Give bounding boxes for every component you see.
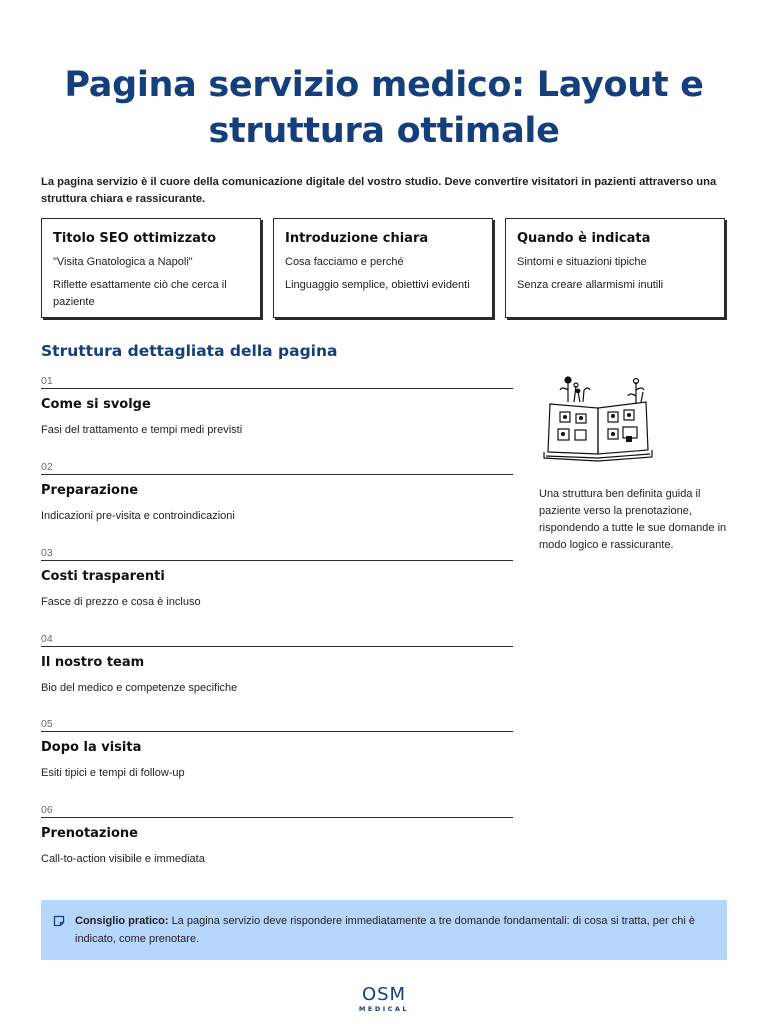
step-item bbox=[41, 632, 513, 694]
intro-text: La pagina servizio è il cuore della comunicazione digitale del vostro studio. Deve convertire visitatori in pazienti attraverso una struttura chiara e rassicurante. bbox=[41, 176, 717, 205]
step-description: Indicazioni pre-visita e controindicazioni bbox=[41, 510, 235, 522]
step-number: 01 bbox=[41, 375, 53, 387]
step-divider bbox=[41, 388, 513, 389]
card-title: Quando è indicata bbox=[517, 231, 651, 246]
step-number: 03 bbox=[41, 547, 53, 559]
step-number: 05 bbox=[41, 718, 53, 730]
card-line: Sintomi e situazioni tipiche bbox=[517, 256, 647, 268]
structure-heading: Struttura dettagliata della pagina bbox=[41, 342, 338, 360]
card-line: Riflette esattamente ciò che cerca il paziente bbox=[53, 279, 227, 308]
step-description: Call-to-action visibile e immediata bbox=[41, 853, 205, 865]
step-item bbox=[41, 374, 513, 436]
step-divider bbox=[41, 817, 513, 818]
step-divider bbox=[41, 474, 513, 475]
step-divider bbox=[41, 731, 513, 732]
card-title: Introduzione chiara bbox=[285, 231, 429, 246]
tip-label: Consiglio pratico: bbox=[75, 915, 169, 927]
step-title: Prenotazione bbox=[41, 826, 138, 841]
step-divider bbox=[41, 646, 513, 647]
page-title bbox=[40, 62, 728, 154]
practical-tip-box bbox=[41, 900, 727, 960]
step-description: Fasce di prezzo e cosa è incluso bbox=[41, 596, 201, 608]
step-description: Fasi del trattamento e tempi medi previsti bbox=[41, 424, 243, 436]
step-title: Il nostro team bbox=[41, 655, 145, 670]
step-number: 02 bbox=[41, 461, 53, 473]
step-item bbox=[41, 717, 513, 779]
osm-medical-logo bbox=[340, 985, 428, 1014]
logo-sub: MEDICAL bbox=[358, 1005, 410, 1013]
step-title: Costi trasparenti bbox=[41, 569, 165, 584]
card-when-indicated bbox=[505, 218, 725, 318]
step-title: Dopo la visita bbox=[41, 740, 142, 755]
card-title: Titolo SEO ottimizzato bbox=[53, 231, 217, 246]
open-book-illustration bbox=[538, 372, 658, 464]
logo-main: OSM bbox=[361, 984, 407, 1005]
step-item bbox=[41, 803, 513, 865]
step-title: Come si svolge bbox=[41, 397, 151, 412]
step-description: Bio del medico e competenze specifiche bbox=[41, 682, 238, 694]
step-title: Preparazione bbox=[41, 483, 139, 498]
card-line: Linguaggio semplice, obiettivi evidenti bbox=[285, 279, 470, 291]
tip-text: La pagina servizio deve rispondere immediatamente a tre domande fondamentali: di cosa si tratta, per chi è indicato, come prenotare. bbox=[75, 915, 695, 945]
page-title-line1: Pagina servizio medico: Layout e bbox=[64, 65, 704, 105]
note-icon bbox=[53, 915, 65, 927]
step-divider bbox=[41, 560, 513, 561]
step-number: 04 bbox=[41, 633, 53, 645]
card-seo-title bbox=[41, 218, 261, 318]
step-description: Esiti tipici e tempi di follow-up bbox=[41, 767, 185, 779]
structure-side-note: Una struttura ben definita guida il paziente verso la prenotazione, rispondendo a tutte le sue domande in modo logico e rassicurante. bbox=[539, 488, 727, 551]
step-item bbox=[41, 460, 513, 522]
card-line: "Visita Gnatologica a Napoli" bbox=[53, 256, 193, 268]
card-line: Cosa facciamo e perché bbox=[285, 256, 404, 268]
card-introduction bbox=[273, 218, 493, 318]
card-line: Senza creare allarmismi inutili bbox=[517, 279, 664, 291]
step-item bbox=[41, 546, 513, 608]
step-number: 06 bbox=[41, 804, 53, 816]
page-title-line2: struttura ottimale bbox=[208, 111, 560, 151]
